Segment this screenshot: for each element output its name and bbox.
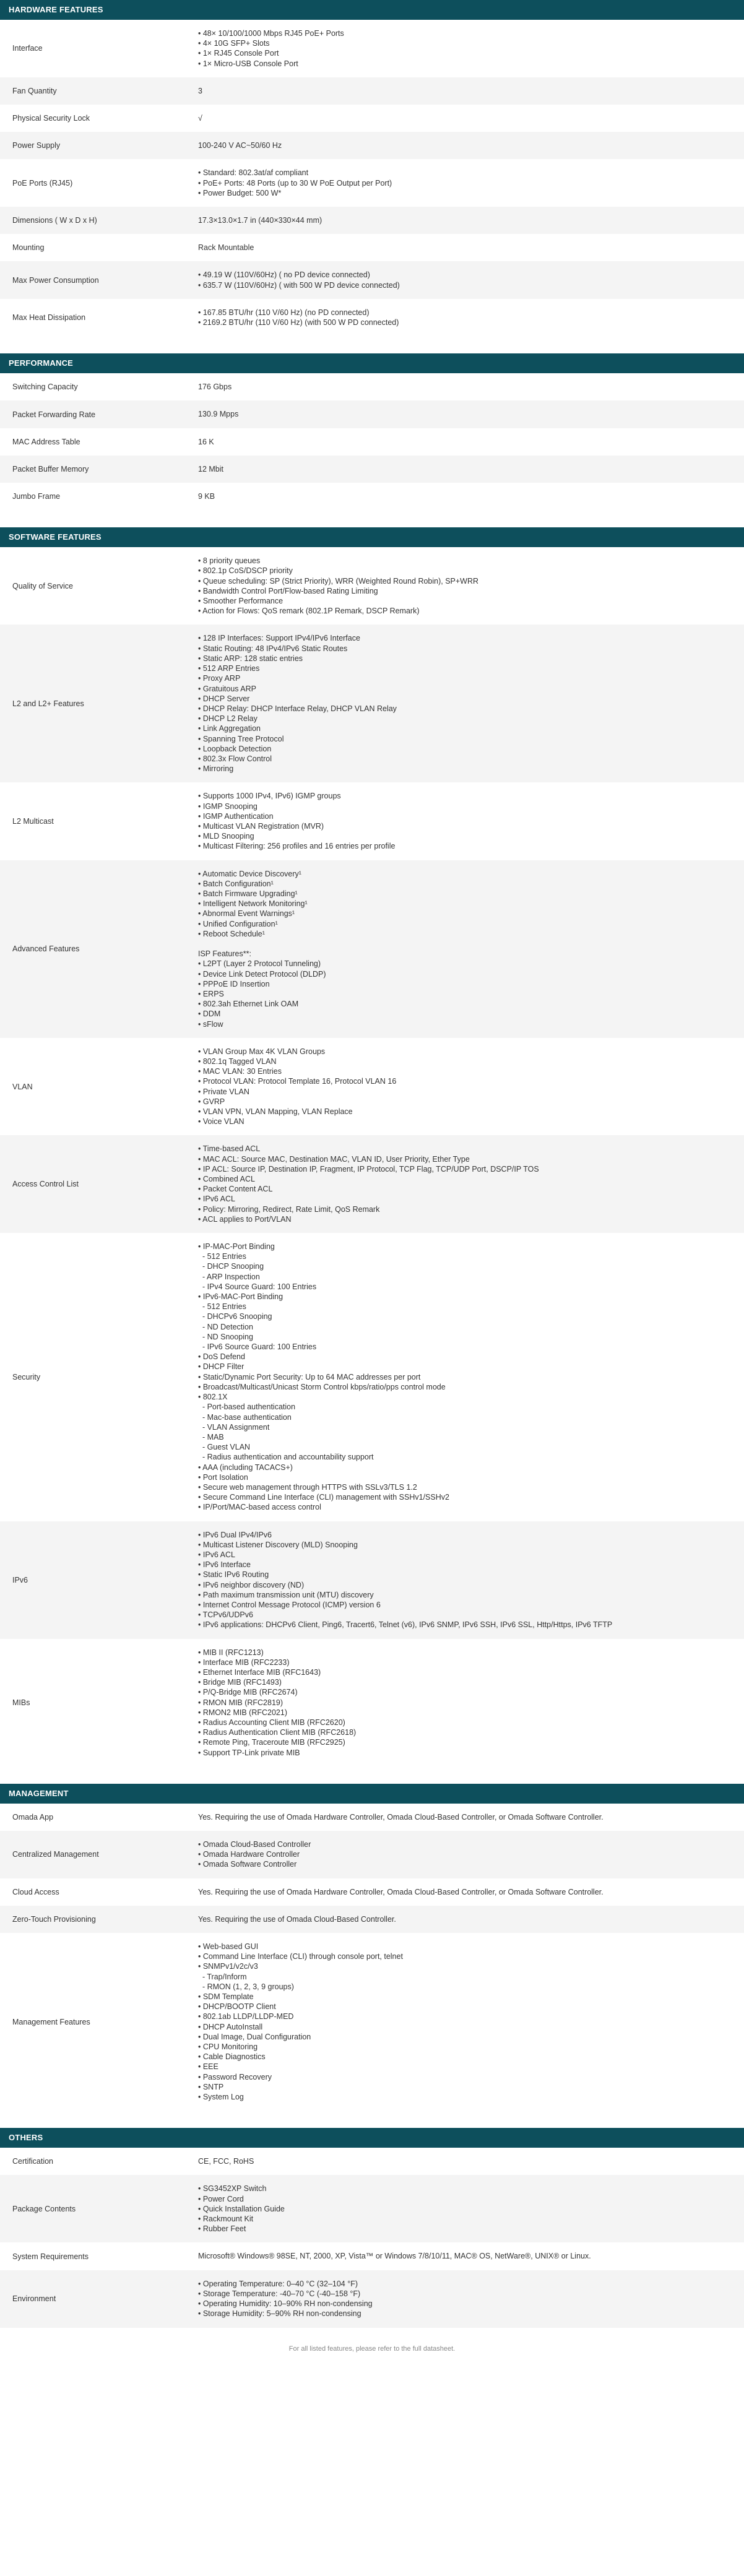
section-header: PERFORMANCE [0,353,744,373]
spec-row [0,625,744,782]
spec-value [198,869,744,1029]
spec-value-line: • Queue scheduling: SP (Strict Priority), WRR (Weighted Round Robin), SP+WRR [198,576,479,586]
spec-value-line: • P/Q-Bridge MIB (RFC2674) [198,1688,298,1697]
spec-value [198,2184,744,2234]
spec-row [0,1804,744,1831]
spec-value [198,140,744,150]
section-header: MANAGEMENT [0,1784,744,1804]
spec-value-line: • Time-based ACL [198,1144,261,1154]
spec-value-line: • 128 IP Interfaces: Support IPv4/IPv6 Interface [198,634,360,643]
spec-value-line: • Remote Ping, Traceroute MIB (RFC2925) [198,1738,345,1747]
spec-value-line: • Port Isolation [198,1472,248,1482]
spec-label: Management Features [12,2017,90,2026]
spec-value [198,633,744,774]
spec-value-line: • Standard: 802.3at/af compliant [198,168,309,178]
spec-value-line: 100-240 V AC~50/60 Hz [198,141,282,150]
spec-value-line: • Private VLAN [198,1087,249,1096]
spec-value-line: - 512 Entries [198,1252,246,1261]
spec-value-line: • IPv6 neighbor discovery (ND) [198,1580,305,1589]
spec-table [0,2148,744,2327]
spec-value-line: • Rackmount Kit [198,2215,254,2224]
spec-value-line: • DHCP Relay: DHCP Interface Relay, DHCP VLAN Relay [198,704,397,713]
spec-value [198,86,744,96]
spec-value-line: • Device Link Detect Protocol (DLDP) [198,969,326,979]
spec-value-line: • Batch Configuration¹ [198,879,274,888]
spec-value-line: • RMON2 MIB (RFC2021) [198,1708,287,1717]
section-header: OTHERS [0,2128,744,2148]
spec-row [0,1831,744,1878]
spec-value-line: • Abnormal Event Warnings¹ [198,909,295,918]
spec-value-line: • Storage Humidity: 5–90% RH non-condensing [198,2309,361,2319]
spec-value-line: Yes. Requiring the use of Omada Hardware Controller, Omada Cloud-Based Controller, or Omada Software Controller. [198,1887,603,1896]
spec-label: Interface [12,44,43,53]
spec-value-line: • Secure web management through HTTPS with SSLv3/TLS 1.2 [198,1482,417,1492]
spec-value-line: • Mirroring [198,764,234,774]
spec-value-line: • Secure Command Line Interface (CLI) management with SSHv1/SSHv2 [198,1493,449,1502]
spec-value-line: • Action for Flows: QoS remark (802.1P Remark, DSCP Remark) [198,607,420,616]
spec-value-line: Microsoft® Windows® 98SE, NT, 2000, XP, Vista™ or Windows 7/8/10/11, MAC® OS, NetWare®, UNIX® or Linux. [198,2252,591,2261]
spec-value-line: • 802.3ah Ethernet Link OAM [198,1000,299,1009]
spec-value-line: ISP Features**: [198,949,251,959]
spec-value-line: • 802.1ab LLDP/LLDP-MED [198,2012,294,2021]
section-gap [0,336,744,353]
spec-value-line: • Multicast Filtering: 256 profiles and 16 entries per profile [198,842,396,851]
spec-value-line: • Radius Authentication Client MIB (RFC2618) [198,1728,357,1737]
spec-value-line: • ERPS [198,989,224,998]
spec-value-line: • 802.1p CoS/DSCP priority [198,566,293,576]
spec-value-line: • IP/Port/MAC-based access control [198,1503,321,1512]
spec-value-line: • DDM [198,1009,221,1019]
spec-value [198,1812,744,1822]
spec-value [198,2156,744,2166]
spec-value-line: • Omada Hardware Controller [198,1850,300,1859]
spec-value [198,1942,744,2102]
spec-value-line: • Static/Dynamic Port Security: Up to 64 MAC addresses per port [198,1372,421,1381]
spec-label: Cloud Access [12,1887,59,1896]
spec-row [0,782,744,860]
spec-value-line: • 49.19 W (110V/60Hz) ( no PD device connected) [198,270,370,280]
spec-value-line: - Radius authentication and accountability support [198,1453,374,1462]
spec-table [0,1804,744,2111]
spec-value-line: • DHCP L2 Relay [198,714,257,724]
spec-value [198,1530,744,1630]
spec-value-line: • 2169.2 BTU/hr (110 V/60 Hz) (with 500 W PD connected) [198,318,399,327]
spec-value-line: • Power Cord [198,2194,244,2203]
spec-value-line: • Reboot Schedule¹ [198,929,265,938]
spec-label: Fan Quantity [12,86,57,95]
spec-row [0,400,744,428]
spec-value-line: • Bandwidth Control Port/Flow-based Rating Limiting [198,586,378,595]
spec-value-line: - ND Snooping [198,1332,253,1341]
spec-label: L2 and L2+ Features [12,699,84,708]
spec-value [198,491,744,501]
spec-value [198,409,744,419]
spec-row [0,1878,744,1906]
spec-row [0,547,744,625]
spec-value-line: • PoE+ Ports: 48 Ports (up to 30 W PoE Output per Port) [198,178,392,188]
spec-row [0,20,744,77]
spec-value-line: 130.9 Mpps [198,410,239,419]
spec-value-line: • Static IPv6 Routing [198,1570,269,1580]
spec-value-line: • L2PT (Layer 2 Protocol Tunneling) [198,959,321,969]
spec-label: Max Power Consumption [12,275,99,285]
spec-value-line: • VLAN VPN, VLAN Mapping, VLAN Replace [198,1107,353,1117]
spec-value-line: • SG3452XP Switch [198,2184,267,2193]
spec-value-line: 9 KB [198,492,215,501]
spec-value-line: • Storage Temperature: -40–70 °C (-40–158 °F) [198,2289,361,2298]
spec-table [0,20,744,336]
spec-value-line: • Protocol VLAN: Protocol Template 16, Protocol VLAN 16 [198,1077,397,1086]
spec-value-line: • Broadcast/Multicast/Unicast Storm Control kbps/ratio/pps control mode [198,1382,446,1391]
spec-value-line: • 512 ARP Entries [198,664,260,673]
spec-value [198,382,744,392]
spec-value [198,2251,744,2261]
spec-value [198,28,744,69]
spec-value-line: • System Log [198,2093,244,2102]
spec-value [198,556,744,616]
spec-row [0,373,744,400]
spec-value-line: • Quick Installation Guide [198,2204,285,2213]
footer-note: For all listed features, please refer to the full datasheet. [288,2345,456,2353]
spec-value-line: • DHCP Server [198,694,250,703]
section-gap [0,1766,744,1784]
spec-value-line: • Static Routing: 48 IPv4/IPv6 Static Routes [198,644,348,653]
spec-value-line: • Supports 1000 IPv4, IPv6) IGMP groups [198,792,341,801]
spec-value-line: • Internet Control Message Protocol (ICMP) version 6 [198,1600,381,1609]
spec-value-line: CE, FCC, RoHS [198,2157,254,2166]
spec-value-line: • SNMPv1/v2c/v3 [198,1962,258,1971]
spec-row [0,1639,744,1766]
spec-value-line: Yes. Requiring the use of Omada Cloud-Based Controller. [198,1914,396,1924]
spec-value-line: • sFlow [198,1019,223,1029]
spec-value-line: • PPPoE ID Insertion [198,979,270,988]
spec-row [0,428,744,456]
spec-value-line: • MAC ACL: Source MAC, Destination MAC, VLAN ID, User Priority, Ether Type [198,1154,470,1164]
spec-row [0,261,744,298]
spec-label: System Requirements [12,2252,89,2261]
spec-value-line: - VLAN Assignment [198,1422,270,1432]
spec-value-line: • Multicast Listener Discovery (MLD) Snooping [198,1540,358,1549]
spec-label: Package Contents [12,2204,76,2213]
spec-value-line: • 1× RJ45 Console Port [198,49,279,58]
spec-row [0,299,744,336]
spec-value-line: • Batch Firmware Upgrading¹ [198,889,298,898]
spec-value-line: • Interface MIB (RFC2233) [198,1658,290,1667]
spec-label: VLAN [12,1082,33,1091]
spec-value-line: • Loopback Detection [198,744,272,753]
spec-row [0,1038,744,1136]
spec-value-line: 176 Gbps [198,383,232,392]
spec-value-line: • ACL applies to Port/VLAN [198,1214,292,1224]
spec-value-line: • Operating Temperature: 0–40 °C (32–104 °F) [198,2279,358,2288]
spec-label: L2 Multicast [12,816,54,826]
section-header: HARDWARE FEATURES [0,0,744,20]
spec-value-line: • Radius Accounting Client MIB (RFC2620) [198,1718,345,1727]
spec-value [198,437,744,447]
section-gap [0,510,744,527]
spec-value-line: • Policy: Mirroring, Redirect, Rate Limit, QoS Remark [198,1204,380,1214]
spec-value-line: - DHCPv6 Snooping [198,1312,272,1321]
spec-value-line: - 512 Entries [198,1302,246,1312]
spec-value-line: • Packet Content ACL [198,1185,273,1194]
spec-row [0,105,744,132]
spec-value-line: 16 K [198,437,214,446]
spec-label: Environment [12,2294,56,2304]
spec-table [0,547,744,1766]
spec-value-line: • Combined ACL [198,1175,255,1184]
spec-value [198,464,744,474]
spec-row [0,132,744,159]
spec-value [198,2279,744,2319]
spec-value [198,1648,744,1758]
spec-value-line: • Proxy ARP [198,674,241,683]
spec-value-line: • MAC VLAN: 30 Entries [198,1067,282,1076]
spec-row [0,1233,744,1521]
spec-value-line: • Omada Cloud-Based Controller [198,1840,311,1849]
spec-value-line: • EEE [198,2062,218,2072]
spec-value-line: • IPv6 applications: DHCPv6 Client, Ping6, Tracert6, Telnet (v6), IPv6 SNMP, IPv6 SSH, IPv6 SSL, Http/Https, IPv6 TFTP [198,1620,613,1630]
spec-label: PoE Ports (RJ45) [12,178,73,188]
spec-value-line: • DHCP Filter [198,1362,244,1372]
spec-value-line: • Link Aggregation [198,724,261,733]
spec-label: Physical Security Lock [12,114,90,123]
spec-value-line: • Intelligent Network Monitoring¹ [198,899,308,909]
spec-label: MIBs [12,1698,30,1707]
spec-value-line: • Smoother Performance [198,597,283,606]
spec-value-line: • Password Recovery [198,2072,272,2081]
spec-value-line: • IPv6 ACL [198,1550,235,1559]
spec-value-line: • IPv6 ACL [198,1195,235,1204]
spec-value-line: • IP-MAC-Port Binding [198,1242,275,1251]
spec-value-line: • Rubber Feet [198,2224,246,2234]
spec-row [0,77,744,105]
spec-row [0,1933,744,2111]
spec-value-line: - IPv6 Source Guard: 100 Entries [198,1342,317,1352]
spec-value-line: - Trap/Inform [198,1972,247,1981]
spec-value-line: • 167.85 BTU/hr (110 V/60 Hz) (no PD connected) [198,308,370,317]
spec-value-line: • IPv6 Interface [198,1560,251,1570]
spec-row [0,2242,744,2270]
spec-value-line: - Port-based authentication [198,1403,296,1412]
spec-value [198,1047,744,1127]
spec-value-line: • 635.7 W (110V/60Hz) ( with 500 W PD device connected) [198,280,400,290]
spec-value-line: √ [198,114,202,123]
spec-value-line: • MLD Snooping [198,832,254,841]
spec-value-line: • SNTP [198,2082,224,2091]
spec-value-line: • Gratuitous ARP [198,684,257,693]
spec-value-line: • TCPv6/UDPv6 [198,1610,253,1620]
spec-value-line: • VLAN Group Max 4K VLAN Groups [198,1047,326,1056]
spec-label: Centralized Management [12,1850,99,1859]
spec-value-line: • Voice VLAN [198,1117,244,1126]
spec-value [198,1144,744,1224]
spec-value [198,1242,744,1512]
spec-value-line: 12 Mbit [198,464,223,473]
spec-label: Packet Forwarding Rate [12,410,96,419]
spec-value-line: • RMON MIB (RFC2819) [198,1698,283,1707]
spec-label: Omada App [12,1812,54,1822]
spec-value-line: 3 [198,86,202,95]
spec-value-line: • Power Budget: 500 W* [198,188,282,197]
spec-label: Max Heat Dissipation [12,313,86,322]
spec-value-line: - IPv4 Source Guard: 100 Entries [198,1282,317,1291]
spec-value-line: • 802.3x Flow Control [198,754,272,763]
spec-value-line: • AAA (including TACACS+) [198,1463,293,1472]
spec-value-line: • SDM Template [198,1992,254,2002]
spec-row [0,483,744,510]
spec-value-line: • 8 priority queues [198,556,261,566]
spec-value-line: • Support TP-Link private MIB [198,1748,300,1757]
spec-value-line: Rack Mountable [198,243,254,253]
spec-row [0,2270,744,2328]
spec-value [198,243,744,253]
spec-value-line: Yes. Requiring the use of Omada Hardware Controller, Omada Cloud-Based Controller, or Omada Software Controller. [198,1812,603,1822]
spec-value-line: • DHCP AutoInstall [198,2022,263,2031]
spec-value-line: • IP ACL: Source IP, Destination IP, Fragment, IP Protocol, TCP Flag, TCP/UDP Port, DSCP/IP TOS [198,1164,539,1173]
spec-value [198,308,744,327]
spec-label: Security [12,1372,41,1381]
spec-row [0,860,744,1038]
spec-value [198,1887,744,1897]
spec-value-line: • IPv6 Dual IPv4/IPv6 [198,1530,272,1539]
spec-value-line: 17.3×13.0×1.7 in (440×330×44 mm) [198,216,322,225]
spec-label: Quality of Service [12,581,73,590]
spec-value-line: • Multicast VLAN Registration (MVR) [198,821,324,831]
spec-value-line: • Bridge MIB (RFC1493) [198,1678,282,1687]
spec-row [0,1135,744,1233]
spec-value-line: • MIB II (RFC1213) [198,1648,264,1657]
spec-value-line: • IGMP Snooping [198,802,257,811]
spec-value-line: • 48× 10/100/1000 Mbps RJ45 PoE+ Ports [198,29,344,38]
spec-label: Switching Capacity [12,383,78,392]
spec-value-line: • Spanning Tree Protocol [198,734,284,743]
spec-value-line: • IGMP Authentication [198,811,274,821]
spec-value-line: • Command Line Interface (CLI) through console port, telnet [198,1952,403,1961]
spec-label: Certification [12,2157,53,2166]
spec-value-line: • Web-based GUI [198,1942,259,1951]
spec-value [198,215,744,225]
spec-value-line: - ND Detection [198,1322,253,1331]
spec-value-line: • Ethernet Interface MIB (RFC1643) [198,1667,321,1677]
spec-value-line: • GVRP [198,1097,225,1106]
spec-value-line: • 4× 10G SFP+ Slots [198,39,270,48]
spec-value-line: • Dual Image, Dual Configuration [198,2032,311,2041]
spec-row [0,1521,744,1639]
section-gap [0,2111,744,2128]
spec-value-line: • DHCP/BOOTP Client [198,2002,276,2012]
spec-value [198,270,744,290]
spec-value [198,1914,744,1924]
spec-value-line: • Automatic Device Discovery¹ [198,869,301,878]
spec-value [198,168,744,198]
spec-value-line: • DoS Defend [198,1352,245,1362]
spec-value-line: • IPv6-MAC-Port Binding [198,1292,283,1302]
spec-row [0,456,744,483]
spec-label: Jumbo Frame [12,492,61,501]
spec-value-line: • Omada Software Controller [198,1860,297,1869]
spec-label: Access Control List [12,1180,79,1189]
spec-row [0,234,744,261]
spec-label: Advanced Features [12,944,80,954]
spec-row [0,159,744,207]
spec-value [198,1839,744,1870]
spec-value-line: - RMON (1, 2, 3, 9 groups) [198,1982,294,1991]
spec-row [0,207,744,234]
spec-value-line: • 802.1q Tagged VLAN [198,1057,277,1066]
spec-value-line: • 1× Micro-USB Console Port [198,59,298,68]
spec-row [0,1906,744,1933]
spec-value-line [198,939,732,949]
spec-row [0,2148,744,2175]
spec-value-line: - Mac-base authentication [198,1412,292,1422]
spec-label: MAC Address Table [12,437,80,446]
spec-label: Mounting [12,243,45,253]
spec-row [0,2175,744,2242]
spec-table [0,373,744,510]
spec-value-line: - MAB [198,1432,224,1441]
spec-value-line: - ARP Inspection [198,1272,260,1281]
spec-value-line: • Unified Configuration¹ [198,919,278,928]
spec-value-line: • Path maximum transmission unit (MTU) discovery [198,1590,374,1599]
spec-value [198,791,744,851]
spec-value [198,113,744,123]
spec-value-line: • Operating Humidity: 10–90% RH non-condensing [198,2299,373,2309]
spec-value-line: • CPU Monitoring [198,2042,258,2052]
spec-label: Power Supply [12,141,61,150]
spec-label: IPv6 [12,1575,28,1584]
spec-value-line: - DHCP Snooping [198,1262,264,1271]
spec-value-line: • 802.1X [198,1393,228,1402]
spec-value-line: • Cable Diagnostics [198,2052,266,2062]
section-header: SOFTWARE FEATURES [0,527,744,547]
spec-label: Zero-Touch Provisioning [12,1914,96,1924]
spec-value-line: - Guest VLAN [198,1443,251,1452]
spec-label: Packet Buffer Memory [12,464,89,473]
spec-label: Dimensions ( W x D x H) [12,216,97,225]
spec-value-line: • Static ARP: 128 static entries [198,654,303,663]
